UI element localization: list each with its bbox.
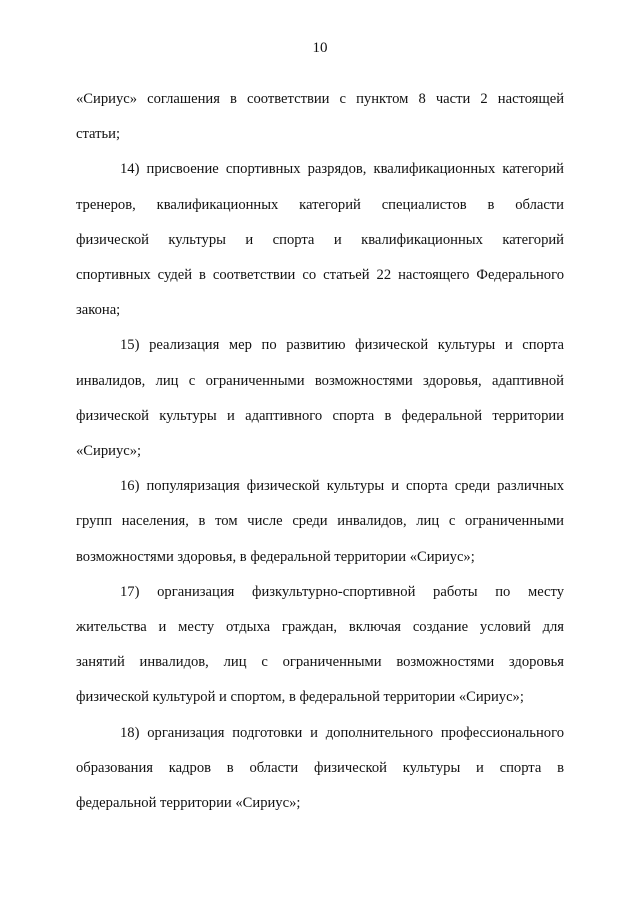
- text-line: федеральной территории «Сириус»;: [76, 795, 301, 812]
- text-line: групп населения, в том числе среди инвалидов, лиц с ограниченными: [76, 513, 564, 530]
- paragraph-item-18: [76, 716, 564, 822]
- text-line: статьи;: [76, 126, 121, 143]
- text-line: закона;: [76, 302, 121, 319]
- text-line: «Сириус»;: [76, 443, 142, 460]
- text-line: тренеров, квалификационных категорий специалистов в области: [76, 196, 564, 213]
- paragraph-continuation: [76, 82, 564, 152]
- paragraph-item-17: [76, 575, 564, 716]
- document-body: [76, 82, 564, 821]
- text-line: 17) организация физкультурно-спортивной работы по месту: [120, 583, 564, 600]
- page-number: 10: [312, 40, 328, 56]
- text-line: 14) присвоение спортивных разрядов, квалификационных категорий: [120, 161, 564, 178]
- text-line: жительства и месту отдыха граждан, включая создание условий для: [76, 619, 564, 636]
- text-line: инвалидов, лиц с ограниченными возможностями здоровья, адаптивной: [76, 372, 564, 389]
- text-line: образования кадров в области физической культуры и спорта в: [76, 759, 564, 776]
- text-line: физической культуры и спорта и квалификационных категорий: [76, 231, 564, 248]
- text-line: 18) организация подготовки и дополнительного профессионального: [120, 724, 564, 741]
- paragraph-item-16: [76, 469, 564, 575]
- text-line: 15) реализация мер по развитию физической культуры и спорта: [120, 337, 564, 354]
- text-line: «Сириус» соглашения в соответствии с пунктом 8 части 2 настоящей: [76, 91, 564, 107]
- text-line: спортивных судей в соответствии со статьей 22 настоящего Федерального: [76, 267, 564, 284]
- text-line: физической культурой и спортом, в федеральной территории «Сириус»;: [76, 689, 524, 706]
- text-line: занятий инвалидов, лиц с ограниченными возможностями здоровья: [76, 654, 564, 671]
- text-line: физической культуры и адаптивного спорта в федеральной территории: [76, 407, 564, 424]
- text-line: 16) популяризация физической культуры и спорта среди различных: [120, 478, 564, 495]
- text-line: возможностями здоровья, в федеральной территории «Сириус»;: [76, 548, 475, 565]
- paragraph-item-14: [76, 152, 564, 328]
- paragraph-item-15: [76, 328, 564, 469]
